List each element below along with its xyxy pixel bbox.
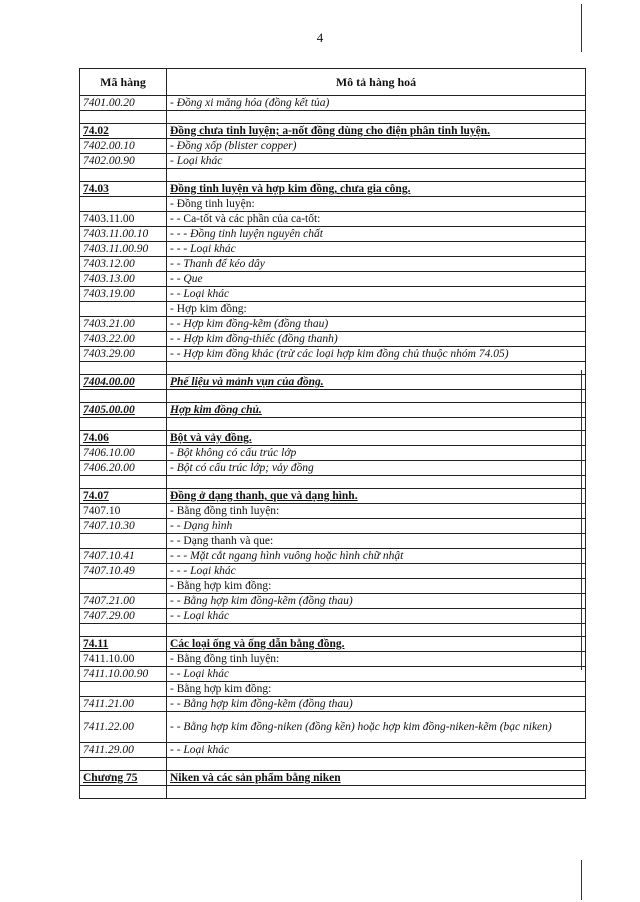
code-cell: 7402.00.90 <box>80 154 167 169</box>
code-cell <box>80 758 167 771</box>
table-row <box>80 139 586 154</box>
table-row <box>80 347 586 362</box>
table-row <box>80 519 586 534</box>
description-cell: Hợp kim đồng chủ. <box>167 403 586 418</box>
description-cell: - Bằng đồng tinh luyện: <box>167 652 586 667</box>
page-number: 4 <box>316 30 324 45</box>
description-cell: - Đồng xi măng hóa (đồng kết tủa) <box>167 96 586 111</box>
code-cell: 7407.10.49 <box>80 564 167 579</box>
description-cell: Các loại ống và ống dẫn bằng đồng. <box>167 637 586 652</box>
table-row <box>80 197 586 212</box>
description-cell <box>167 362 586 375</box>
code-cell: 7403.11.00.10 <box>80 227 167 242</box>
description-cell: - - Hợp kim đồng-thiếc (đồng thanh) <box>167 332 586 347</box>
header-code: Mã hàng <box>80 69 167 96</box>
code-cell: 7411.10.00 <box>80 652 167 667</box>
table-row <box>80 375 586 390</box>
description-cell <box>167 786 586 799</box>
table-row <box>80 302 586 317</box>
table-row <box>80 257 586 272</box>
description-cell: Đồng chưa tinh luyện; a-nốt đồng dùng cho điện phân tinh luyện. <box>167 124 586 139</box>
table-row <box>80 154 586 169</box>
margin-line-bottom <box>581 860 582 900</box>
table-row <box>80 637 586 652</box>
description-cell: - Bột có cấu trúc lớp; vảy đồng <box>167 461 586 476</box>
description-cell: - Loại khác <box>167 154 586 169</box>
description-cell: - - Loại khác <box>167 609 586 624</box>
description-cell: - - - Loại khác <box>167 242 586 257</box>
table-row <box>80 431 586 446</box>
code-cell: Chương 75 <box>80 771 167 786</box>
spacer-row <box>80 169 586 182</box>
table-row <box>80 317 586 332</box>
table-row <box>80 403 586 418</box>
code-cell <box>80 197 167 212</box>
tariff-table <box>79 68 586 799</box>
description-cell: - - Dạng hình <box>167 519 586 534</box>
code-cell: 7411.21.00 <box>80 697 167 712</box>
table-row <box>80 124 586 139</box>
description-cell: - - Hợp kim đồng khác (trừ các loại hợp kim đồng chủ thuộc nhóm 74.05) <box>167 347 586 362</box>
code-cell: 7407.29.00 <box>80 609 167 624</box>
code-cell <box>80 682 167 697</box>
table-header-row <box>80 69 586 96</box>
table-row <box>80 652 586 667</box>
table-row <box>80 212 586 227</box>
description-cell: - Đồng tinh luyện: <box>167 197 586 212</box>
description-cell: - Đồng xốp (blister copper) <box>167 139 586 154</box>
code-cell: 74.03 <box>80 182 167 197</box>
code-cell <box>80 786 167 799</box>
description-cell: - - Hợp kim đồng-kẽm (đồng thau) <box>167 317 586 332</box>
code-cell: 7403.19.00 <box>80 287 167 302</box>
code-cell: 7401.00.20 <box>80 96 167 111</box>
code-cell: 7406.10.00 <box>80 446 167 461</box>
code-cell: 7407.10.41 <box>80 549 167 564</box>
table-row <box>80 332 586 347</box>
spacer-row <box>80 390 586 403</box>
description-cell: - - Dạng thanh và que: <box>167 534 586 549</box>
description-cell: Niken và các sản phẩm bằng niken <box>167 771 586 786</box>
table-row <box>80 712 586 743</box>
code-cell: 7406.20.00 <box>80 461 167 476</box>
code-cell: 7407.10 <box>80 504 167 519</box>
table-row <box>80 227 586 242</box>
table-row <box>80 272 586 287</box>
description-cell: - - Bằng hợp kim đồng-kẽm (đồng thau) <box>167 594 586 609</box>
code-cell: 74.11 <box>80 637 167 652</box>
code-cell <box>80 302 167 317</box>
spacer-row <box>80 418 586 431</box>
table-row <box>80 682 586 697</box>
description-cell <box>167 418 586 431</box>
description-cell: - Bằng đồng tinh luyện: <box>167 504 586 519</box>
code-cell: 7403.11.00 <box>80 212 167 227</box>
margin-line-middle <box>581 370 582 670</box>
description-cell: - Bằng hợp kim đồng: <box>167 682 586 697</box>
code-cell <box>80 111 167 124</box>
code-cell: 7403.29.00 <box>80 347 167 362</box>
description-cell: - - Loại khác <box>167 287 586 302</box>
spacer-row <box>80 624 586 637</box>
description-cell: - - - Đồng tinh luyện nguyên chất <box>167 227 586 242</box>
description-cell: Đồng ở dạng thanh, que và dạng hình. <box>167 489 586 504</box>
code-cell: 7411.29.00 <box>80 743 167 758</box>
code-cell: 7405.00.00 <box>80 403 167 418</box>
code-cell: 7403.12.00 <box>80 257 167 272</box>
description-cell <box>167 169 586 182</box>
table-row <box>80 182 586 197</box>
code-cell: 7402.00.10 <box>80 139 167 154</box>
margin-line-top <box>581 4 582 52</box>
code-cell: 7403.11.00.90 <box>80 242 167 257</box>
code-cell: 7411.22.00 <box>80 712 167 743</box>
table-row <box>80 743 586 758</box>
description-cell <box>167 476 586 489</box>
code-cell: 7403.21.00 <box>80 317 167 332</box>
table-row <box>80 594 586 609</box>
description-cell: - Bằng hợp kim đồng: <box>167 579 586 594</box>
table-row <box>80 667 586 682</box>
code-cell: 7407.21.00 <box>80 594 167 609</box>
code-cell <box>80 624 167 637</box>
table-row <box>80 697 586 712</box>
description-cell: - - Bằng hợp kim đồng-niken (đồng kền) hoặc hợp kim đồng-niken-kẽm (bạc niken) <box>167 712 586 743</box>
description-cell: - Hợp kim đồng: <box>167 302 586 317</box>
description-cell: - - Loại khác <box>167 743 586 758</box>
code-cell: 74.06 <box>80 431 167 446</box>
description-cell <box>167 758 586 771</box>
description-cell: - Bột không có cấu trúc lớp <box>167 446 586 461</box>
description-cell: - - Ca-tốt và các phần của ca-tốt: <box>167 212 586 227</box>
spacer-row <box>80 111 586 124</box>
table-row <box>80 96 586 111</box>
table-row <box>80 489 586 504</box>
code-cell <box>80 362 167 375</box>
table-row <box>80 504 586 519</box>
code-cell <box>80 418 167 431</box>
code-cell: 7403.22.00 <box>80 332 167 347</box>
header-description: Mô tả hàng hoá <box>167 69 586 96</box>
code-cell: 7407.10.30 <box>80 519 167 534</box>
code-cell: 7411.10.00.90 <box>80 667 167 682</box>
description-cell: - - Loại khác <box>167 667 586 682</box>
code-cell: 74.02 <box>80 124 167 139</box>
description-cell <box>167 624 586 637</box>
description-cell: Đồng tinh luyện và hợp kim đồng, chưa gia công. <box>167 182 586 197</box>
description-cell: - - - Loại khác <box>167 564 586 579</box>
table-row <box>80 534 586 549</box>
table-row <box>80 287 586 302</box>
spacer-row <box>80 758 586 771</box>
table-row <box>80 579 586 594</box>
code-cell: 74.07 <box>80 489 167 504</box>
description-cell: - - - Mặt cắt ngang hình vuông hoặc hình chữ nhật <box>167 549 586 564</box>
code-cell: 7404.00.00 <box>80 375 167 390</box>
description-cell: Bột và vảy đồng. <box>167 431 586 446</box>
code-cell <box>80 169 167 182</box>
spacer-row <box>80 362 586 375</box>
code-cell <box>80 534 167 549</box>
description-cell: Phế liệu và mảnh vụn của đồng. <box>167 375 586 390</box>
description-cell <box>167 111 586 124</box>
description-cell: - - Thanh để kéo dây <box>167 257 586 272</box>
table-body <box>80 96 586 799</box>
code-cell: 7403.13.00 <box>80 272 167 287</box>
spacer-row <box>80 786 586 799</box>
description-cell <box>167 390 586 403</box>
table-row <box>80 242 586 257</box>
code-cell <box>80 579 167 594</box>
table-row <box>80 549 586 564</box>
description-cell: - - Que <box>167 272 586 287</box>
spacer-row <box>80 476 586 489</box>
code-cell <box>80 476 167 489</box>
code-cell <box>80 390 167 403</box>
table-row <box>80 446 586 461</box>
table-row <box>80 564 586 579</box>
table-row <box>80 771 586 786</box>
table-row <box>80 609 586 624</box>
description-cell: - - Bằng hợp kim đồng-kẽm (đồng thau) <box>167 697 586 712</box>
table-row <box>80 461 586 476</box>
